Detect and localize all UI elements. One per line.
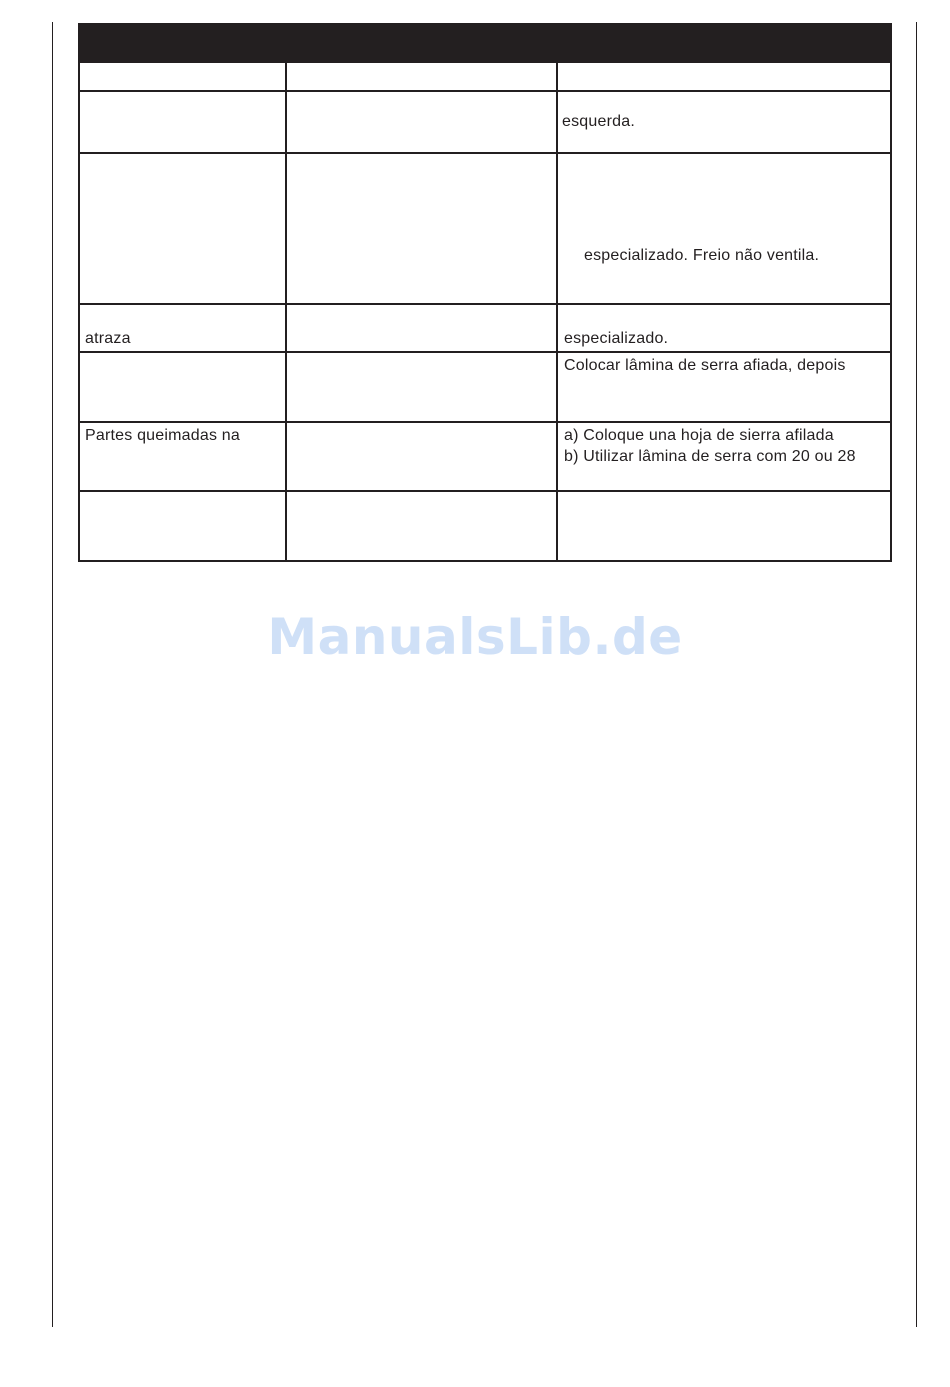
table-column-divider: [285, 61, 287, 562]
table-row-divider: [78, 152, 892, 154]
watermark: ManualsLib.de: [267, 608, 683, 666]
table-cell-remedy-line: b) Utilizar lâmina de serra com 20 ou 28: [564, 448, 856, 465]
table-left-border: [78, 61, 80, 562]
table-row-divider: [78, 90, 892, 92]
table-cell-problem: atraza: [85, 330, 131, 347]
page-margin-left: [52, 22, 53, 1327]
table-right-border: [890, 61, 892, 562]
table-row-divider: [78, 351, 892, 353]
table-bottom-border: [78, 560, 892, 562]
table-cell-remedy: esquerda.: [562, 113, 635, 130]
table-cell-remedy: Colocar lâmina de serra afiada, depois: [564, 357, 846, 374]
table-cell-problem: Partes queimadas na: [85, 427, 241, 444]
troubleshooting-table: [78, 61, 892, 562]
table-cell-remedy: especializado. Freio não ventila.: [584, 247, 820, 264]
table-cell-remedy-line: a) Coloque una hoja de sierra afilada: [564, 427, 834, 444]
table-row-divider: [78, 421, 892, 423]
table-row-divider: [78, 490, 892, 492]
table-row-divider: [78, 303, 892, 305]
page-margin-right: [916, 22, 917, 1327]
table-column-divider: [556, 61, 558, 562]
table-header-bar: [78, 23, 892, 63]
table-cell-remedy: especializado.: [564, 330, 669, 347]
